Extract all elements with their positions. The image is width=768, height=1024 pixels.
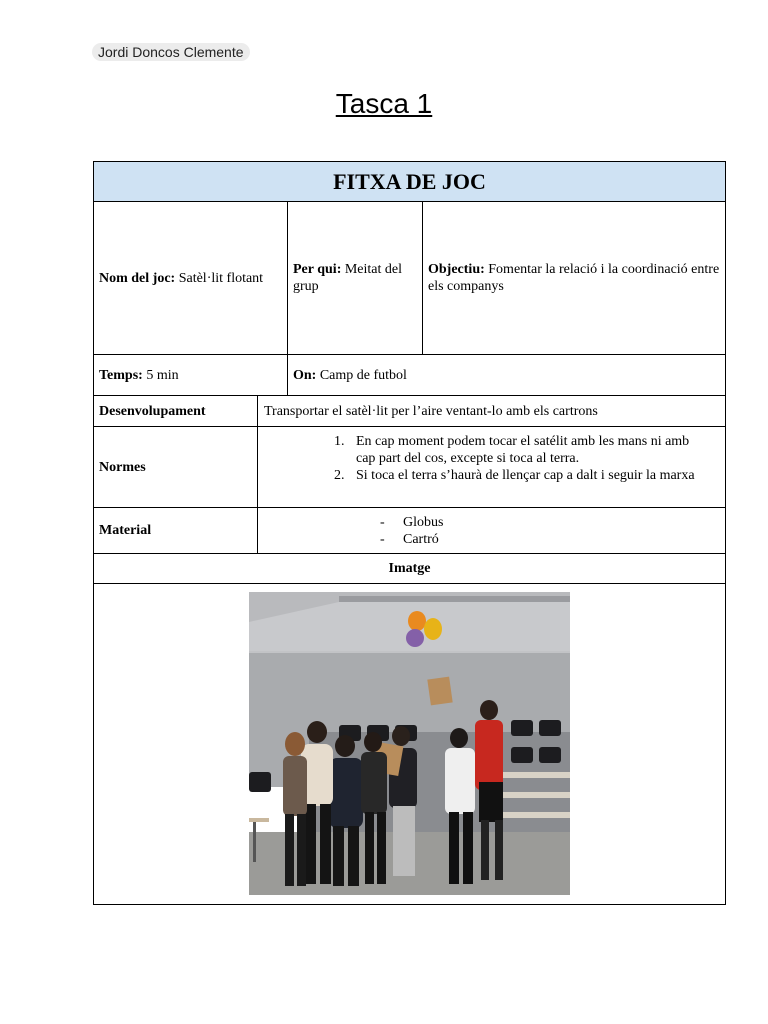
dash-marker: - — [380, 532, 385, 547]
rule-text: En cap moment podem tocar el satélit amb les mans ni amb cap part del cos, excepte si toca al terra. — [356, 434, 690, 466]
game-name-cell — [94, 202, 288, 354]
material-text: Globus — [403, 515, 444, 530]
game-name-value: Satèl·lit flotant — [175, 270, 264, 286]
objective-cell — [423, 202, 725, 354]
material-label: Material — [99, 523, 152, 538]
material-list — [380, 514, 725, 548]
material-item — [380, 531, 725, 548]
development-value-cell — [258, 396, 725, 426]
info-row — [94, 202, 725, 355]
gym-scene-illustration — [249, 592, 570, 895]
material-value-cell — [258, 508, 725, 553]
place-label: On: — [293, 367, 317, 383]
time-place-row — [94, 355, 725, 396]
dash-marker: - — [380, 515, 385, 530]
rules-list — [334, 433, 701, 484]
development-value: Transportar el satèl·lit per l’aire ventant-lo amb els cartrons — [264, 403, 598, 419]
audience-cell — [288, 202, 423, 354]
place-value: Camp de futbol — [316, 367, 407, 383]
author-chip[interactable]: Jordi Doncos Clemente — [92, 43, 250, 61]
rule-item — [334, 433, 701, 467]
development-row — [94, 396, 725, 427]
material-label-cell — [94, 508, 258, 553]
rule-number: 1. — [334, 434, 345, 449]
development-label: Desenvolupament — [99, 403, 206, 419]
objective-label: Objectiu: — [428, 262, 485, 277]
audience-value: Meitat del grup — [293, 262, 403, 294]
document-title: Tasca 1 — [335, 88, 433, 119]
rules-label: Normes — [99, 459, 146, 475]
rule-number: 2. — [334, 468, 345, 483]
material-item — [380, 514, 725, 531]
image-label: Imatge — [388, 561, 431, 576]
rule-item — [334, 467, 701, 484]
card-header: FITXA DE JOC — [333, 169, 486, 194]
place-cell — [288, 355, 725, 395]
game-photo — [249, 592, 570, 895]
rules-label-cell — [94, 427, 258, 507]
image-label-cell — [94, 554, 725, 583]
time-value: 5 min — [142, 367, 179, 383]
material-text: Cartró — [403, 532, 439, 547]
audience-label: Per qui: — [293, 262, 342, 277]
game-card-table — [93, 161, 726, 905]
game-name-label: Nom del joc: — [99, 270, 176, 286]
card-header-row — [94, 162, 725, 202]
rule-text: Si toca el terra s’haurà de llençar cap a dalt i seguir la marxa — [356, 468, 695, 483]
image-row — [94, 584, 725, 904]
development-label-cell — [94, 396, 258, 426]
rules-row — [94, 427, 725, 508]
image-label-row — [94, 554, 725, 584]
rules-value-cell — [258, 427, 725, 507]
time-cell — [94, 355, 288, 395]
objective-value: Fomentar la relació i la coordinació entre els companys — [428, 262, 720, 294]
time-label: Temps: — [99, 367, 143, 383]
material-row — [94, 508, 725, 554]
